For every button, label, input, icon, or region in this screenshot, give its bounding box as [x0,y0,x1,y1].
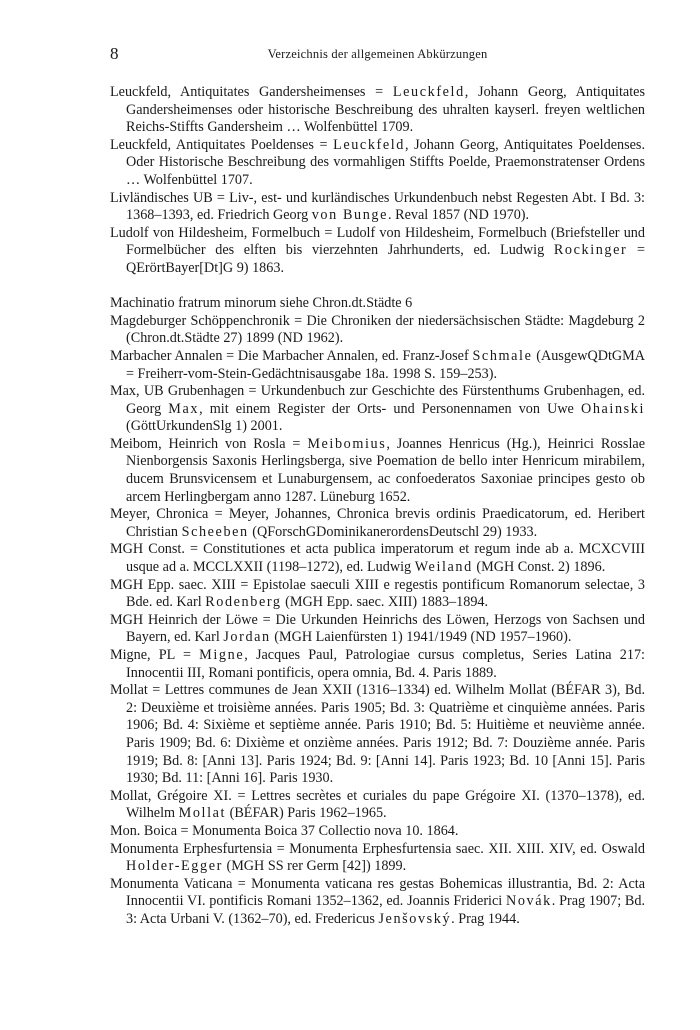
entry-text: . Reval 1857 (ND 1970). [388,207,530,224]
running-title: Verzeichnis der allgemeinen Abkürzungen [267,47,488,61]
entry-text: , Joannes Henricus (Hg.), Heinrici Rosslae Nienborgensis Saxonis Herlingsberga, sive Poemation de bello inter Henricum mirabilem, ducem Brunsvicensem et Lunaburgensem, ac confoederatos Saxoniae principes gesto ob arcem Herlingbergam anno 1287. Lüneburg 1652. [126,435,645,505]
abbreviation-entry [110,436,645,506]
page-number: 8 [110,44,119,63]
author-name: Ohainski [580,400,645,417]
entry-text: (MGH SS rer Germ [42]) 1899. [222,858,407,875]
abbreviation-list [110,84,645,929]
author-name: Jenšovský [378,910,452,927]
page-header [110,44,645,64]
author-name: Holder-Egger [126,858,223,875]
entry-text: Leuckfeld, Antiquitates Gandersheimenses = [110,84,393,100]
section-break [110,278,645,296]
entry-text: Mollat, Grégoire XI. = Lettres secrètes et curiales du pape Grégoire XI. (1370–1378), ed. Wilhelm [110,787,645,822]
entry-text: Magdeburger Schöppenchronik = Die Chroniken der niedersächsischen Städte: Magdeburg 2 (Chron.dt.Städte 27) 1899 (ND 1962). [110,312,645,347]
entry-text: , Johann Georg, Antiquitates Poeldenses. Oder Historische Beschreibung des vormahligen Stiffts Poelde, Praemonstratenser Ordens … Wolfenbüttel 1707. [126,136,645,188]
abbreviation-entry [110,682,645,788]
abbreviation-entry [110,84,645,137]
abbreviation-entry [110,841,645,876]
author-name: Schmale [472,347,533,364]
entry-text: Ludolf von Hildesheim, Formelbuch = Ludolf von Hildesheim, Formelbuch (Briefsteller und Formelbücher des elften bis vierzehnten Jahrhunderts, ed. Ludwig [110,224,645,259]
abbreviation-entry [110,647,645,682]
author-name: Max [168,400,200,417]
abbreviation-entry [110,577,645,612]
entry-text: = QErörtBayer[Dt]G 9) 1863. [126,242,645,276]
entry-text: Monumenta Erphesfurtensia = Monumenta Erphesfurtensia saec. XII. XIII. XIV, ed. Oswald [110,840,645,857]
abbreviation-entry [110,506,645,541]
author-name: von Bunge [311,207,389,224]
entry-text: , Jacques Paul, Patrologiae cursus completus, Series Latina 217: Innocentii III, Romani pontificis, opera omnia, Bd. 4. Paris 1889. [126,647,645,681]
entry-text: Livländisches UB = Liv-, est- und kurländisches Urkundenbuch nebst Regesten Abt. I Bd. 3: 1368–1393, ed. Friedrich Georg [110,189,645,224]
entry-text: (MGH Epp. saec. XIII) 1883–1894. [281,594,489,611]
entry-text: Mon. Boica = Monumenta Boica 37 Collectio nova 10. 1864. [110,822,459,839]
abbreviation-entry [110,788,645,823]
entry-text: , Johann Georg, Antiquitates Gandersheimenses oder historische Beschreibung des uhralten kayserl. freyen weltlichen Reichs-Stiffts Gandersheim … Wolfenbüttel 1709. [126,84,645,136]
entry-text: (GöttUrkundenSlg 1) 2001. [126,418,283,435]
entry-text: MGH Epp. saec. XIII = Epistolae saeculi XIII e regestis pontificum Romanorum selectae, 3 Bde. ed. Karl [110,576,645,611]
entry-text: Monumenta Vaticana = Monumenta vaticana res gestas Bohemicas illustrantia, Bd. 2: Acta Innocentii VI. pontificis Romani 1352–1362, ed. Joannis Friderici [110,875,645,910]
abbreviation-entry [110,225,645,278]
abbreviation-entry [110,383,645,436]
author-name: Weiland [414,559,473,576]
entry-text: , mit einem Register der Orts- und Personennamen von Uwe [199,400,581,417]
entry-text: Meibom, Heinrich von Rosla = [110,435,308,452]
entry-text: Mollat = Lettres communes de Jean XXII (1316–1334) ed. Wilhelm Mollat (BÉFAR 3), Bd. 2: Deuxième et troisième années. Paris 1905; Bd. 3: Quatrième et cinquième années. Paris 1906; Bd. 4: Sixième et septième année. Paris 1910; Bd. 5: Huitième et neuvième année. Paris 1909; Bd. 6: Dixième et onzième années. Paris 1912; Bd. 7: Douzième année. Paris 1919; Bd. 8: [Anni 13]. Paris 1924; Bd. 9: [Anni 14]. Paris 1923; Bd. 10 [Anni 15]. Paris 1930; Bd. 11: [Anni 16]. Paris 1930. [110,682,645,787]
author-name: Rodenberg [205,594,282,611]
abbreviation-entry [110,348,645,383]
abbreviation-entry [110,541,645,576]
author-name: Migne [199,647,245,663]
author-name: Mollat [178,805,227,822]
entry-text: (QForschGDominikanerordensDeutschl 29) 1933. [248,523,538,540]
author-name: Meibomius [307,435,387,452]
author-name: Rockinger [553,242,628,259]
abbreviation-entry [110,876,645,929]
entry-text: Max, UB Grubenhagen = Urkundenbuch zur Geschichte des Fürstenthums Grubenhagen, ed. Georg [110,383,645,417]
entry-text: Meyer, Chronica = Meyer, Johannes, Chronica brevis ordinis Praedicatorum, ed. Heribert Christian [110,506,645,540]
author-name: Novák [505,893,552,910]
author-name: Scheeben [181,523,249,540]
author-name: Leuckfeld [392,84,465,100]
entry-text: (BÉFAR) Paris 1962–1965. [226,805,387,822]
entry-text: Leuckfeld, Antiquitates Poeldenses = [110,136,334,153]
author-name: Leuckfeld [333,136,405,153]
entry-text: Machinatio fratrum minorum siehe Chron.dt.Städte 6 [110,295,413,312]
abbreviation-entry [110,612,645,647]
entry-text: MGH Heinrich der Löwe = Die Urkunden Heinrichs des Löwen, Herzogs von Sachsen und Bayern, ed. Karl [110,611,645,646]
entry-text: Marbacher Annalen = Die Marbacher Annalen, ed. Franz-Josef [110,347,473,364]
abbreviation-entry [110,190,645,225]
entry-text: Migne, PL = [110,647,200,663]
abbreviation-entry [110,313,645,348]
entry-text: MGH Const. = Constitutiones et acta publica imperatorum et regum inde ab a. MCXCVIII usque ad a. MCCLXXII (1198–1272), ed. Ludwig [110,541,645,576]
entry-text: . Prag 1944. [451,910,520,927]
abbreviation-entry [110,823,645,841]
entry-text: (AusgewQDtGMA = Freiherr-vom-Stein-Gedächtnisausgabe 18a. 1998 S. 159–253). [126,347,645,382]
entry-text: (MGH Const. 2) 1896. [472,559,606,576]
author-name: Jordan [223,629,271,646]
abbreviation-entry [110,137,645,190]
entry-text: (MGH Laienfürsten 1) 1941/1949 (ND 1957–1960). [270,629,572,646]
abbreviation-entry [110,295,645,313]
entry-text: . Prag 1907; Bd. 3: Acta Urbani V. (1362–70), ed. Fredericus [126,893,645,927]
